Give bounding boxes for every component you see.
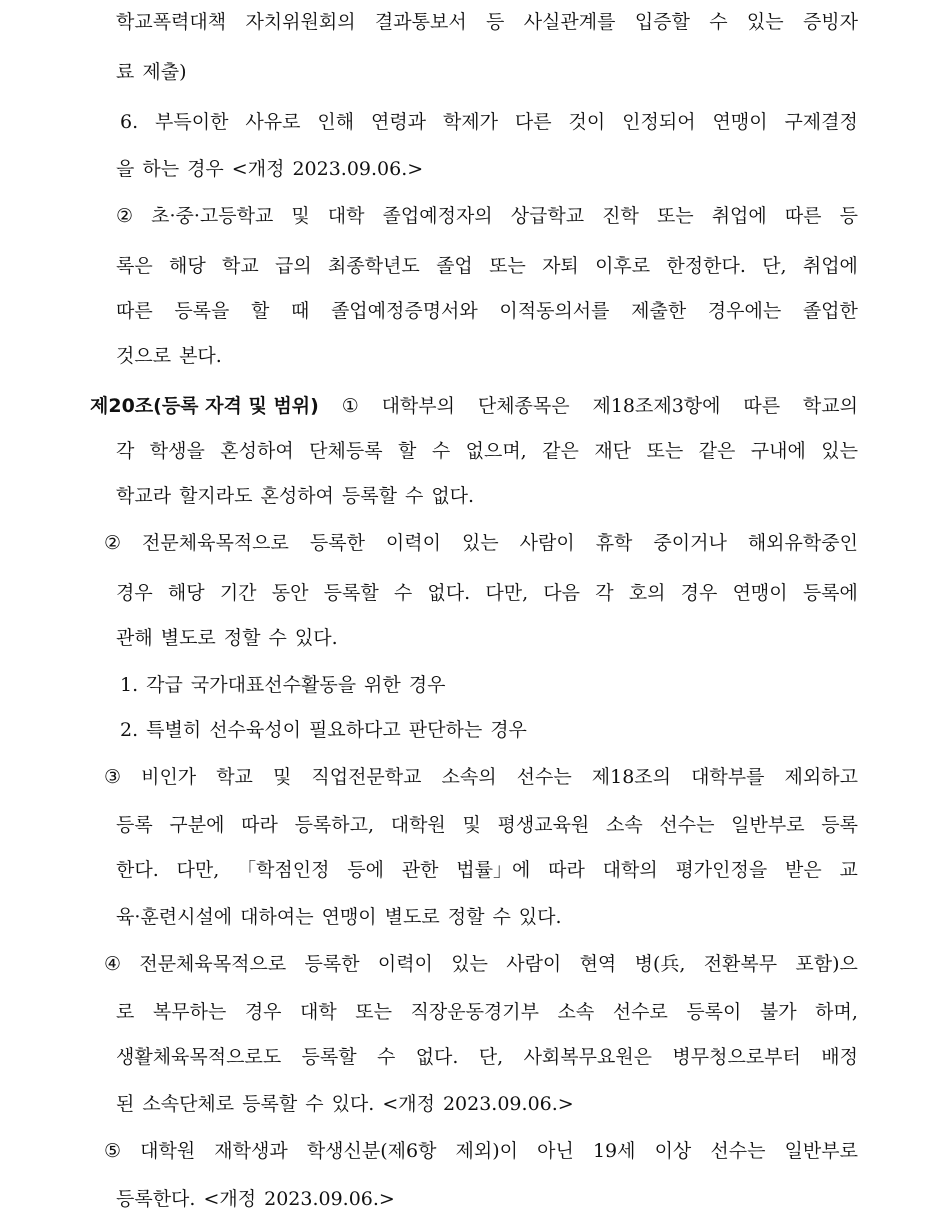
word: 1. [120, 674, 139, 696]
word: 학생을 [149, 440, 205, 462]
word: 한정한다. [666, 255, 746, 277]
word: 등록한 [309, 532, 365, 554]
word: 수 [268, 627, 287, 649]
word: 경우 [490, 719, 527, 741]
word: 것이 [568, 111, 606, 133]
word: 또는 [489, 255, 526, 277]
word: 등록한다. [116, 1188, 196, 1210]
text-line [116, 252, 858, 280]
word: 판단하는 [408, 719, 483, 741]
word: 단, [478, 1046, 504, 1068]
word: 호의 [628, 582, 666, 604]
word: 등 [486, 11, 505, 33]
word: 사람이 [519, 532, 575, 554]
word: 평생교육원 [497, 814, 590, 836]
word: 6. [120, 111, 139, 133]
word: 기간 [219, 582, 257, 604]
word: 관해 [116, 627, 153, 649]
text-line [116, 1043, 858, 1071]
word: 위한 [364, 674, 401, 696]
word: 구분에 [169, 814, 225, 836]
word: 등 [839, 205, 858, 227]
word: ② [116, 205, 134, 227]
word: 소속의 [441, 766, 497, 788]
word: 최종학년도 [328, 255, 420, 277]
word: 학교 [222, 255, 259, 277]
word: 부득이한 [155, 111, 229, 133]
word: 록은 [116, 255, 153, 277]
word: 연령과 [370, 111, 427, 133]
word: 없다. [431, 485, 475, 507]
text-line [116, 437, 858, 465]
word: 제외)이 [455, 1140, 519, 1162]
word: 로 [116, 1001, 135, 1023]
word: 대하여는 [240, 906, 314, 928]
word: 육·훈련시설에 [116, 906, 233, 928]
word: 할 [251, 300, 270, 322]
word: 초·중·고등학교 [151, 205, 274, 227]
text-line [116, 1090, 858, 1118]
text-line [104, 763, 858, 791]
word: 이력이 [377, 953, 433, 975]
word: 한다. [116, 859, 159, 881]
word: 선수는 [710, 1140, 766, 1162]
word: 등에 [347, 859, 384, 881]
word: 경우 [244, 1001, 282, 1023]
text-line [120, 671, 858, 699]
word: 취업에 [711, 205, 767, 227]
word: 직업전문학교 [311, 766, 422, 788]
word: 2023.09.06.> [292, 158, 424, 180]
word: 이상 [654, 1140, 692, 1162]
word: 소속 [605, 814, 643, 836]
word: 학교라 [116, 485, 172, 507]
text-line [116, 342, 858, 370]
text-line [116, 202, 858, 230]
word: 급의 [275, 255, 312, 277]
article-heading: 제20조(등록 자격 및 범위) [90, 395, 319, 417]
word: 있다. [294, 627, 338, 649]
word: 수 [376, 1046, 396, 1068]
word: 수 [709, 11, 728, 33]
word: ② [104, 532, 122, 554]
word: 학교의 [802, 395, 858, 417]
text-line [116, 8, 858, 36]
word: 본다. [179, 345, 222, 367]
word: 증빙자 [802, 11, 858, 33]
word: 학제가 [442, 111, 498, 133]
word: 단체종목은 [477, 395, 570, 417]
word: 교 [839, 859, 858, 881]
word: 복무하는 [152, 1001, 227, 1023]
word: 따른 [784, 205, 822, 227]
word: 대학 [300, 1001, 337, 1023]
word: 제18조제3항에 [592, 395, 721, 417]
word: 대학원 [390, 814, 446, 836]
word: 결과통보서 [374, 11, 467, 33]
word: 및 [462, 814, 481, 836]
word: 다음 [543, 582, 581, 604]
word: 정할 [223, 627, 261, 649]
text-line [116, 297, 858, 325]
word: 법률」에 [456, 859, 531, 881]
word: 전문체육목적으로 [142, 532, 289, 554]
word: 제출한 [631, 300, 687, 322]
word: 받은 [785, 859, 822, 881]
text-line [116, 1185, 858, 1213]
word: 선수육성이 [209, 719, 301, 741]
word: 경우 [680, 582, 718, 604]
word: 평가인정을 [675, 859, 768, 881]
word: 등록 [821, 814, 858, 836]
word: 「학점인정 [237, 859, 330, 881]
word: <개정 [203, 1188, 257, 1210]
word: 이력이 [385, 532, 441, 554]
word: 비인가 [141, 766, 197, 788]
word: 료 [116, 61, 135, 83]
word: 일반부로 [731, 814, 805, 836]
word: 경우 [187, 158, 224, 180]
word: 등록 [116, 814, 153, 836]
word: 인정되어 [622, 111, 696, 133]
word: 따라 [548, 859, 585, 881]
word: 하며, [815, 1001, 858, 1023]
word: <개정 [382, 1093, 435, 1115]
word: 현역 [579, 953, 617, 975]
word: 대학부를 [691, 766, 765, 788]
text-line [104, 1137, 858, 1165]
word: 등록한 [304, 953, 360, 975]
text-line [120, 716, 858, 744]
word: 자퇴 [542, 255, 579, 277]
word: 진학 [602, 205, 639, 227]
word: 없으며, [465, 440, 527, 462]
word: 입증할 [634, 11, 690, 33]
word: 등록에 [802, 582, 858, 604]
word: 따른 [116, 300, 153, 322]
word: 중이거나 [653, 532, 727, 554]
word: 사유로 [245, 111, 301, 133]
word: 및 [272, 766, 292, 788]
word: 혼성하여 [260, 485, 334, 507]
word: 구제결정 [784, 111, 858, 133]
word: 이후로 [595, 255, 651, 277]
word: 관한 [401, 859, 439, 881]
word: 취업에 [802, 255, 858, 277]
word: 경우 [116, 582, 153, 604]
word: 별도로 [160, 627, 216, 649]
text-line [116, 811, 858, 839]
word: 연맹이 [732, 582, 788, 604]
word: 있다. [331, 1093, 375, 1115]
word: 수 [404, 485, 424, 507]
word: 제출) [142, 61, 187, 83]
word: 졸업한 [802, 300, 858, 322]
word: 소속단체로 [142, 1093, 235, 1115]
text-line [116, 856, 858, 884]
word: 있는 [461, 532, 499, 554]
word: 해당 [167, 582, 205, 604]
text-line [120, 108, 858, 136]
word: 을 [116, 158, 135, 180]
word: 하는 [142, 158, 180, 180]
text-line [116, 155, 858, 183]
word: 대학원 [140, 1140, 196, 1162]
word: 별도로 [384, 906, 440, 928]
word: 없다. [415, 1046, 459, 1068]
word: 있는 [746, 11, 784, 33]
word: 배정 [821, 1046, 858, 1068]
word: 졸업예정증명서와 [330, 300, 478, 322]
word: 전문체육목적으로 [139, 953, 287, 975]
word: 학생신분(제6항 [306, 1140, 437, 1162]
word: 해당 [169, 255, 206, 277]
word: 같은 [542, 440, 579, 462]
word: 국가대표선수활동을 [190, 674, 357, 696]
word: 선수는 [659, 814, 715, 836]
word: 해외유학중인 [747, 532, 858, 554]
word: 정할 [447, 906, 485, 928]
word: 사회복무요원은 [523, 1046, 653, 1068]
word: 상급학교 [510, 205, 585, 227]
word: 구내에 [750, 440, 806, 462]
word: 대학 [327, 205, 365, 227]
word: 학교폭력대책 [116, 11, 227, 33]
word: 2023.09.06.> [264, 1188, 395, 1210]
word: <개정 [231, 158, 285, 180]
word: 졸업예정자의 [382, 205, 493, 227]
text-line [116, 624, 858, 652]
word: 등록이 [686, 1001, 742, 1023]
word: 19세 [592, 1140, 636, 1162]
word: 없다. [427, 582, 471, 604]
word: 불가 [759, 1001, 797, 1023]
word: 때 [290, 300, 310, 322]
text-line [104, 950, 858, 978]
word: 등록할 [301, 1046, 357, 1068]
word: 일반부로 [784, 1140, 858, 1162]
word: 동안 [271, 582, 309, 604]
word: 연맹이 [321, 906, 377, 928]
word: 선수는 [516, 766, 572, 788]
word: 재단 [594, 440, 632, 462]
word: 할지라도 [179, 485, 253, 507]
word: 또는 [355, 1001, 392, 1023]
word: 재학생과 [214, 1140, 288, 1162]
word: 필요하다고 [308, 719, 401, 741]
word: 할 [398, 440, 417, 462]
word: 생활체육목적으로도 [116, 1046, 282, 1068]
word: 아닌 [537, 1140, 574, 1162]
word: 경우 [408, 674, 446, 696]
word: 것으로 [116, 345, 172, 367]
word: ③ [104, 766, 122, 788]
word: 등록할 [242, 1093, 298, 1115]
word: 각급 [146, 674, 183, 696]
word: 등록할 [341, 485, 397, 507]
word: 같은 [698, 440, 736, 462]
word: 혼성하여 [220, 440, 294, 462]
word: 인해 [317, 111, 355, 133]
word: 제외하고 [784, 766, 858, 788]
text-line [116, 482, 858, 510]
word: 단, [762, 255, 787, 277]
word: 있는 [821, 440, 858, 462]
word: 포함)으 [795, 953, 858, 975]
word: 있는 [451, 953, 488, 975]
word: 다만, [176, 859, 220, 881]
word: ⑤ [104, 1140, 122, 1162]
word: 2023.09.06.> [442, 1093, 574, 1115]
word: 수 [393, 582, 413, 604]
word: 전환복무 [703, 953, 778, 975]
text-line [116, 998, 858, 1026]
text-line [116, 903, 858, 931]
word: ④ [104, 953, 122, 975]
text-line [116, 58, 858, 86]
word: 자치위원회의 [245, 11, 356, 33]
word: 따라 [241, 814, 278, 836]
word: 졸업 [436, 255, 473, 277]
word: 직장운동경기부 [410, 1001, 539, 1023]
word: 병(兵, [634, 953, 686, 975]
text-line [90, 392, 858, 420]
word: ① [341, 395, 359, 417]
text-line [116, 579, 858, 607]
word: 있다. [518, 906, 562, 928]
word: 연맹이 [712, 111, 768, 133]
word: 수 [492, 906, 511, 928]
word: 및 [291, 205, 310, 227]
word: 각 [116, 440, 135, 462]
word: 경우에는 [707, 300, 782, 322]
word: 이적동의서를 [499, 300, 610, 322]
word: 휴학 [595, 532, 633, 554]
word: 등록할 [323, 582, 379, 604]
word: 된 [116, 1093, 135, 1115]
word: 소속 [557, 1001, 595, 1023]
word: 수 [305, 1093, 324, 1115]
word: 또는 [646, 440, 684, 462]
word: 대학의 [602, 859, 658, 881]
word: 2. [120, 719, 139, 741]
word: 따른 [743, 395, 781, 417]
word: 다만, [485, 582, 529, 604]
word: 등록을 [174, 300, 230, 322]
word: 사실관계를 [523, 11, 616, 33]
word: 사람이 [506, 953, 562, 975]
word: 병무청으로부터 [672, 1046, 801, 1068]
text-line [104, 529, 858, 557]
word: 단체등록 [309, 440, 383, 462]
word: 특별히 [146, 719, 202, 741]
word: 또는 [656, 205, 694, 227]
word: 등록하고, [294, 814, 375, 836]
word: 각 [595, 582, 614, 604]
word: 학교 [216, 766, 253, 788]
word: 대학부의 [381, 395, 455, 417]
word: 수 [431, 440, 451, 462]
word: 제18조의 [591, 766, 672, 788]
word: 선수로 [612, 1001, 668, 1023]
word: 다른 [514, 111, 552, 133]
